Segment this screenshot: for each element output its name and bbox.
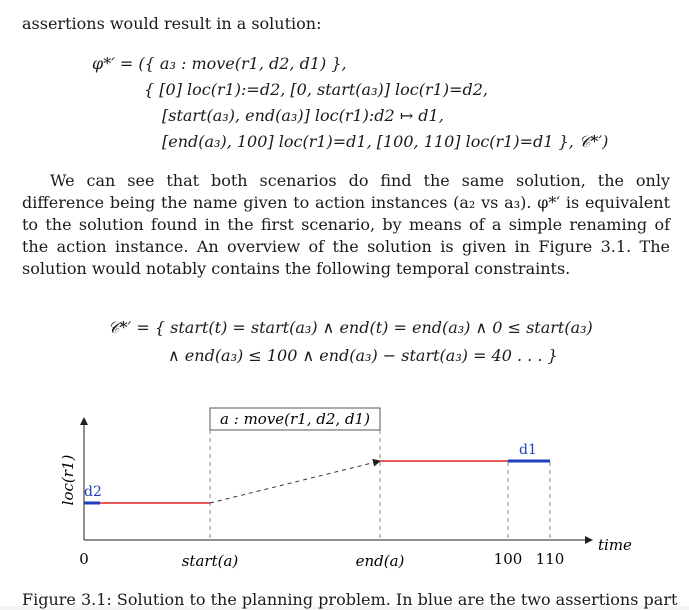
tick-100: 100 — [493, 550, 523, 568]
tick-end: end(a) — [355, 552, 405, 570]
formula-line-3: [start(a₃), end(a₃)] loc(r1):d2 ↦ d1, — [162, 106, 444, 125]
tick-start: start(a) — [181, 552, 239, 570]
tick-110: 110 — [535, 550, 565, 568]
formula-line-1: φ*′ = ({ a₃ : move(r1, d2, d1) }, — [92, 54, 347, 73]
action-box-label: a : move(r1, d2, d1) — [220, 410, 370, 428]
label-d2: d2 — [84, 484, 102, 500]
label-d1: d1 — [519, 442, 537, 458]
guide-lines — [210, 430, 550, 540]
paragraph-text: We can see that both scenarios do find the same solution, the only difference being the name given to action instances (a₂ vs a₃). φ*′ is equivalent to the solution found in the first scenario, by means of a simple renaming of the action instance. An overview of the solution is given in Figure 3.1. The solution would notably contains the following temporal constraints. — [22, 171, 670, 278]
constraints-line-2: ∧ end(a₃) ≤ 100 ∧ end(a₃) − start(a₃) = 40 . . . } — [168, 346, 558, 365]
formula-line-2: { [0] loc(r1):=d2, [0, start(a₃)] loc(r1)=d2, — [144, 80, 488, 99]
transition-line — [210, 461, 380, 503]
x-axis-label: time — [598, 536, 632, 554]
y-axis-label: loc(r1) — [59, 454, 77, 506]
tick-0: 0 — [79, 550, 89, 568]
intro-line: assertions would result in a solution: — [22, 14, 322, 33]
figure-caption: Figure 3.1: Solution to the planning problem. In blue are the two assertions part — [22, 590, 678, 609]
constraints-line-1: 𝒞*′ = { start(t) = start(a₃) ∧ end(t) = end(a₃) ∧ 0 ≤ start(a₃) — [108, 318, 593, 337]
formula-line-4: [end(a₃), 100] loc(r1)=d1, [100, 110] loc(r1)=d1 }, 𝒞*′) — [162, 132, 609, 151]
